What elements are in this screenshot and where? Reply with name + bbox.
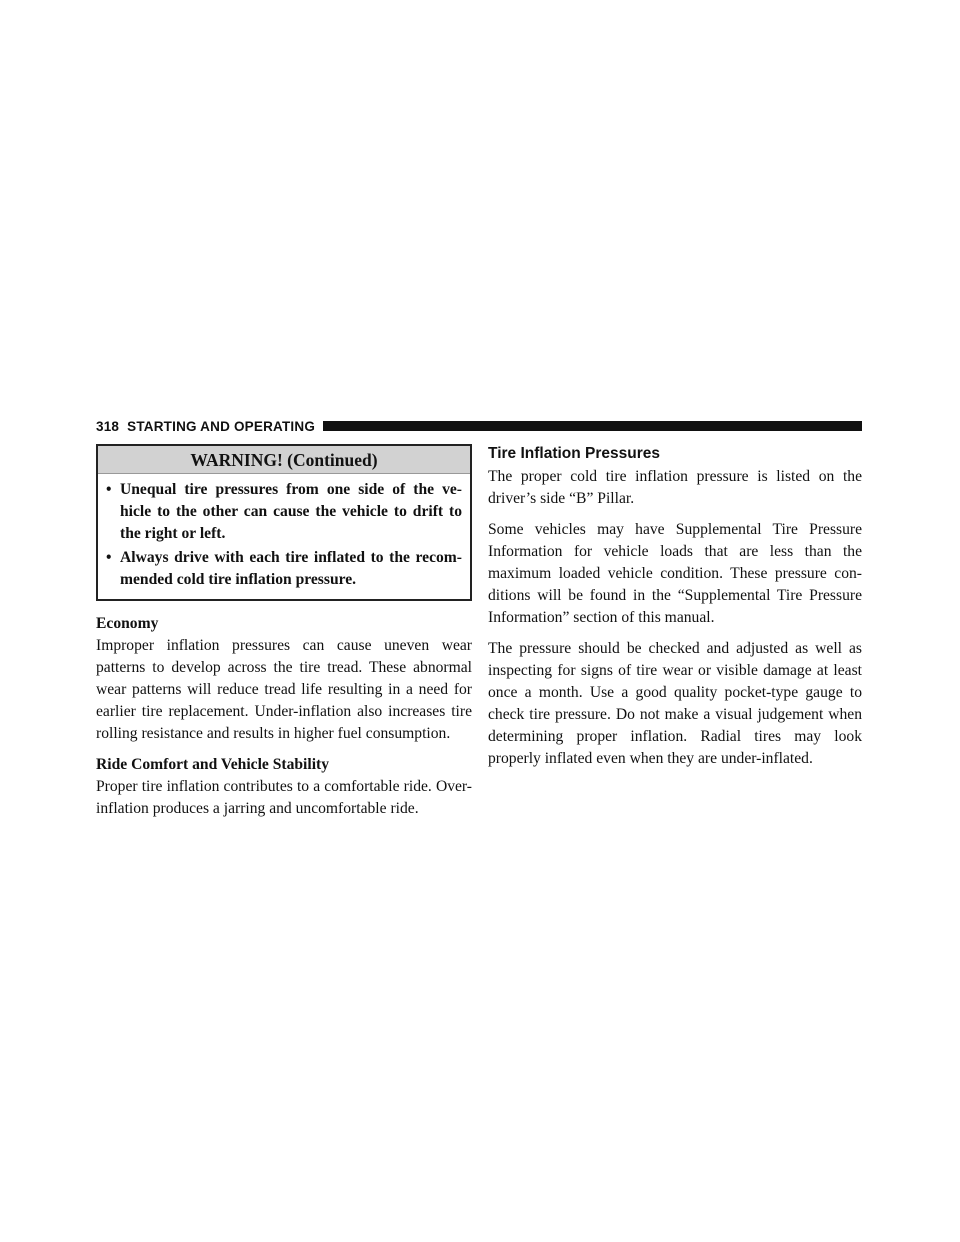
tire-inflation-heading: Tire Inflation Pressures (488, 445, 660, 462)
left-column (96, 444, 472, 820)
warning-body (98, 473, 470, 599)
ride-comfort-heading: Ride Comfort and Vehicle Stability (96, 756, 330, 773)
warning-item (106, 547, 462, 591)
warning-title: WARNING! (Continued) (98, 446, 470, 473)
ride-comfort-paragraph: Proper tire inflation contributes to a comfortable ride. Over-inflation produces a jarring and uncomfortable ride. (96, 778, 472, 817)
right-column (488, 444, 862, 770)
economy-paragraph: Improper inflation pressures can cause uneven wear patterns to develop across the tire tread. These abnormal wear patterns will reduce tread life resulting in a need for earlier tire replacement. Under-inflation also increases tire rolling resistance and results in higher fuel consumption. (96, 637, 472, 742)
economy-heading: Economy (96, 615, 159, 632)
tire-inflation-paragraph: The pressure should be checked and adjusted as well as inspecting for signs of tire wear or visible damage at least once a month. Use a good quality pocket-type gauge to check tire pressure. Do not make a visual judgement when determining proper inflation. Radial tires may look properly inflated even when they are under-inflated. (488, 640, 862, 767)
header-rule (323, 421, 862, 431)
bullet-icon: • (106, 481, 112, 498)
warning-box (96, 444, 472, 601)
warning-item-text: Unequal tire pressures from one side of the ve- hicle to the other can cause the vehicle to drift to the right or left. (120, 481, 462, 542)
tire-inflation-paragraph: Some vehicles may have Supplemental Tire Pressure Information for vehicle loads that are less than the maximum loaded vehicle condition. These pressure con- ditions will be found in the “Supplemental Tire Pressure Information” section of this manual. (488, 521, 862, 626)
page-number: 318 (96, 418, 120, 434)
warning-item (106, 479, 462, 545)
page-header (96, 416, 862, 436)
section-title: STARTING AND OPERATING (127, 418, 316, 434)
bullet-icon: • (106, 549, 112, 566)
warning-item-text: Always drive with each tire inflated to the recom- mended cold tire inflation pressure. (120, 549, 462, 588)
tire-inflation-paragraph: The proper cold tire inflation pressure is listed on the driver’s side “B” Pillar. (488, 468, 862, 507)
